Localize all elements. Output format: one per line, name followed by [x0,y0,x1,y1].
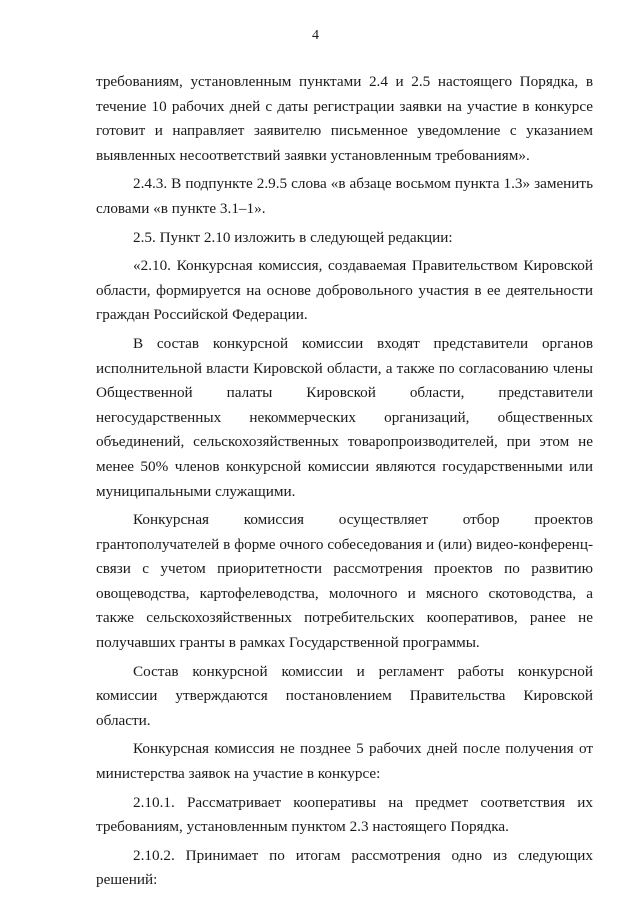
document-body [96,70,593,893]
paragraph-2-4-3: 2.4.3. В подпункте 2.9.5 слова «в абзаце восьмом пункта 1.3» заменить словами «в пункте 3.1–1». [96,175,593,217]
page-number: 4 [312,28,319,43]
paragraph-commission-members: В состав конкурсной комиссии входят представители органов исполнительной власти Кировской области, а также по согласованию члены Общественной палаты Кировской области, представители негосударственных некоммерческих организаций, общественных объединений, сельскохозяйственных товаропроизводителей, при этом не менее 50% членов конкурсной комиссии являются государственными или муниципальными служащими. [96,334,593,500]
paragraph-2-10-1: 2.10.1. Рассматривает кооперативы на предмет соответствия их требованиям, установленным пунктом 2.3 настоящего Порядка. [96,793,593,836]
paragraph-2-10-2: 2.10.2. Принимает по итогам рассмотрения одно из следующих решений: [96,846,593,889]
paragraph-commission-deadline: Конкурсная комиссия не позднее 5 рабочих дней после получения от министерства заявок на участие в конкурсе: [96,740,593,783]
paragraph-continuation: требованиям, установленным пунктами 2.4 и 2.5 настоящего Порядка, в течение 10 рабочих дней с даты регистрации заявки на участие в конкурсе готовит и направляет заявителю письменное уведомление с указанием выявленных несоответствий заявки установленным требованиям». [96,73,593,164]
paragraph-2-10: «2.10. Конкурсная комиссия, создаваемая Правительством Кировской области, формируется на основе добровольного участия в ее деятельности граждан Российской Федерации. [96,257,593,324]
paragraph-commission-selection: Конкурсная комиссия осуществляет отбор проектов грантополучателей в форме очного собеседования и (или) видео-конференц-связи с учетом приоритетности рассмотрения проектов по развитию овощеводства, картофелеводства, молочного и мясного скотоводства, а также сельскохозяйственных потребительских кооперативов, ранее не получавших гранты в рамках Государственной программы. [96,511,593,652]
paragraph-2-5: 2.5. Пункт 2.10 изложить в следующей редакции: [133,228,453,246]
paragraph-commission-composition: Состав конкурсной комиссии и регламент работы конкурсной комиссии утверждаются постановлением Правительства Кировской области. [96,662,593,729]
